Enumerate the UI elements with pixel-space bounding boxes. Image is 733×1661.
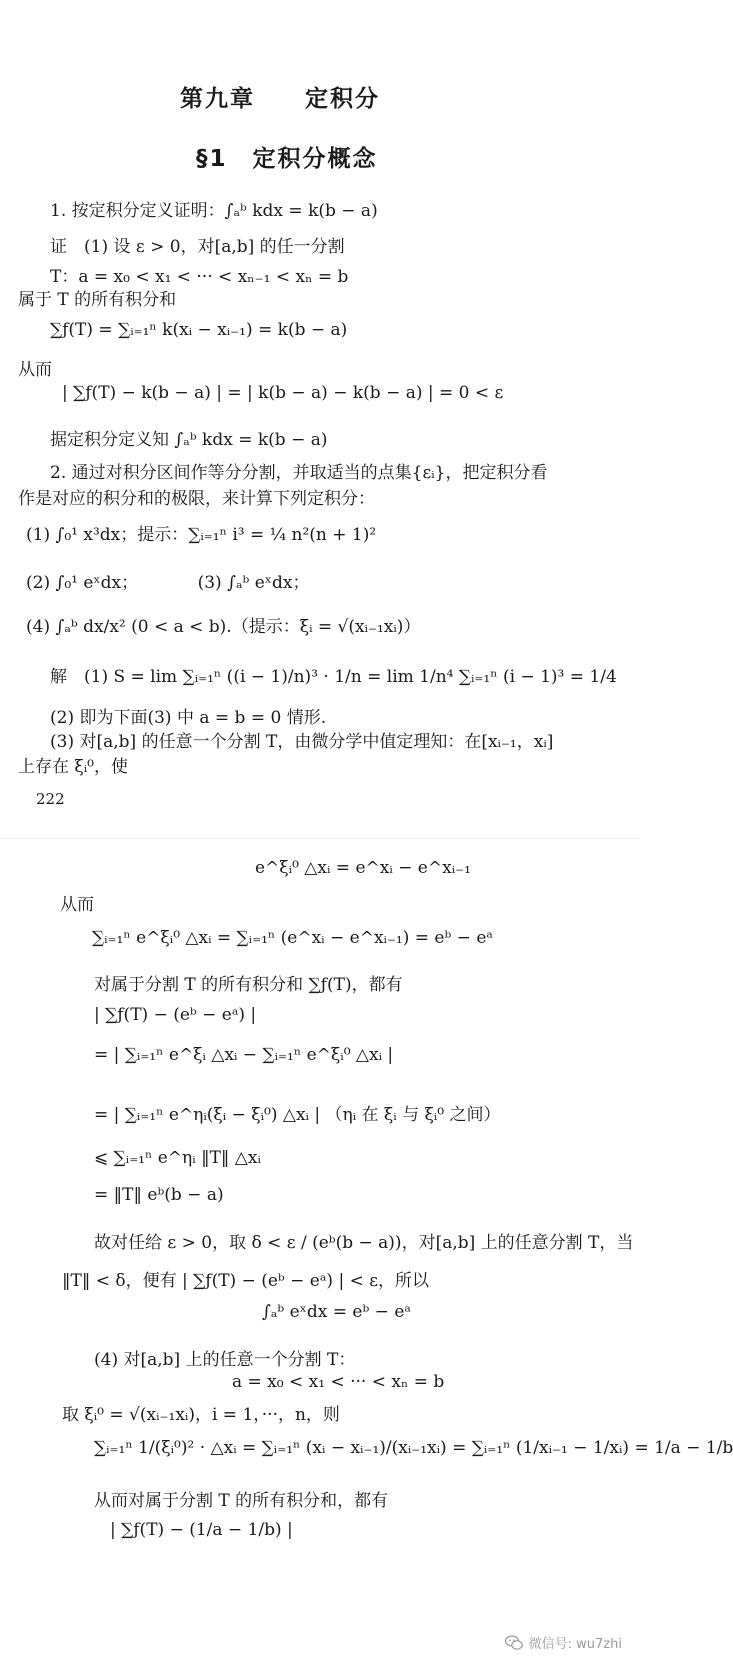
text-line: T：a = x₀ < x₁ < ··· < xₙ₋₁ < xₙ = b [50, 267, 349, 287]
text-line: = | ∑ᵢ₌₁ⁿ e^ξᵢ △xᵢ − ∑ᵢ₌₁ⁿ e^ξᵢ⁰ △xᵢ | [94, 1045, 394, 1065]
text-line: ⩽ ∑ᵢ₌₁ⁿ e^ηᵢ ‖T‖ △xᵢ [94, 1148, 261, 1168]
text-line: = | ∑ᵢ₌₁ⁿ e^ηᵢ(ξᵢ − ξᵢ⁰) △xᵢ | （ηᵢ 在 ξᵢ 与 ξᵢ⁰ 之间） [94, 1105, 501, 1125]
watermark [505, 1633, 622, 1652]
text-line: 对属于分割 T 的所有积分和 ∑ƒ(T)，都有 [94, 975, 403, 995]
section-title: §1 定积分概念 [196, 146, 378, 172]
text-line: = ‖T‖ eᵇ(b − a) [94, 1185, 224, 1205]
text-line: (3) 对[a,b] 的任意一个分割 T，由微分学中值定理知：在[xᵢ₋₁，xᵢ] [50, 732, 554, 752]
text-line: (2) 即为下面(3) 中 a = b = 0 情形. [50, 708, 327, 728]
text-line: 属于 T 的所有积分和 [18, 290, 177, 310]
text-line: | ∑ƒ(T) − (1/a − 1/b) | [110, 1520, 293, 1540]
text-line: 从而对属于分割 T 的所有积分和，都有 [94, 1491, 389, 1511]
page-divider [0, 838, 640, 839]
text-line: 作是对应的积分和的极限，来计算下列定积分： [18, 489, 375, 509]
text-line: ∑ᵢ₌₁ⁿ 1/(ξᵢ⁰)² · △xᵢ = ∑ᵢ₌₁ⁿ (xᵢ − xᵢ₋₁)/(xᵢ₋₁xᵢ) = ∑ᵢ₌₁ⁿ (1/xᵢ₋₁ − 1/xᵢ) = 1/a − 1/b [94, 1438, 733, 1458]
text-line: 故对任给 ε > 0，取 δ < ε / (eᵇ(b − a))，对[a,b] 上的任意分割 T，当 [94, 1233, 634, 1253]
text-line: (1) ∫₀¹ x³dx；提示：∑ᵢ₌₁ⁿ i³ = ¼ n²(n + 1)² [26, 525, 377, 545]
text-line: a = x₀ < x₁ < ··· < xₙ = b [232, 1372, 445, 1392]
page-number: 222 [36, 790, 65, 808]
text-line: ‖T‖ < δ，便有 | ∑ƒ(T) − (eᵇ − eᵃ) | < ε，所以 [62, 1271, 430, 1291]
text-line: ∑ƒ(T) = ∑ᵢ₌₁ⁿ k(xᵢ − xᵢ₋₁) = k(b − a) [50, 320, 348, 340]
text-line: 从而 [60, 895, 94, 915]
text-line: e^ξᵢ⁰ △xᵢ = e^xᵢ − e^xᵢ₋₁ [255, 858, 471, 878]
text-line: 解 (1) S = lim ∑ᵢ₌₁ⁿ ((i − 1)/n)³ · 1/n = lim 1/n⁴ ∑ᵢ₌₁ⁿ (i − 1)³ = 1/4 [50, 667, 617, 687]
text-line: 上存在 ξᵢ⁰，使 [18, 757, 129, 777]
text-line: 2. 通过对积分区间作等分分割，并取适当的点集{εᵢ}，把定积分看 [50, 463, 548, 483]
text-line: (2) ∫₀¹ eˣdx； (3) ∫ₐᵇ eˣdx； [26, 573, 310, 593]
text-line: 1. 按定积分定义证明：∫ₐᵇ kdx = k(b − a) [50, 201, 378, 221]
text-line: ∑ᵢ₌₁ⁿ e^ξᵢ⁰ △xᵢ = ∑ᵢ₌₁ⁿ (e^xᵢ − e^xᵢ₋₁) = eᵇ − eᵃ [92, 928, 493, 948]
text-line: 取 ξᵢ⁰ = √(xᵢ₋₁xᵢ)，i = 1，···，n，则 [62, 1405, 340, 1425]
text-line: 从而 [18, 360, 52, 380]
watermark-text: 微信号: wu7zhi [528, 1637, 622, 1652]
text-line: ∫ₐᵇ eˣdx = eᵇ − eᵃ [262, 1302, 411, 1322]
text-line: (4) 对[a,b] 上的任意一个分割 T： [94, 1350, 356, 1370]
text-line: | ∑ƒ(T) − k(b − a) | = | k(b − a) − k(b − a) | = 0 < ε [62, 383, 504, 403]
text-line: 证 (1) 设 ε > 0，对[a,b] 的任一分割 [50, 237, 345, 257]
chapter-title: 第九章 定积分 [180, 86, 380, 112]
text-line: (4) ∫ₐᵇ dx/x² (0 < a < b).（提示：ξᵢ = √(xᵢ₋₁xᵢ)） [26, 617, 421, 637]
text-line: | ∑ƒ(T) − (eᵇ − eᵃ) | [94, 1005, 257, 1025]
wechat-icon [505, 1635, 523, 1651]
text-line: 据定积分定义知 ∫ₐᵇ kdx = k(b − a) [50, 430, 328, 450]
